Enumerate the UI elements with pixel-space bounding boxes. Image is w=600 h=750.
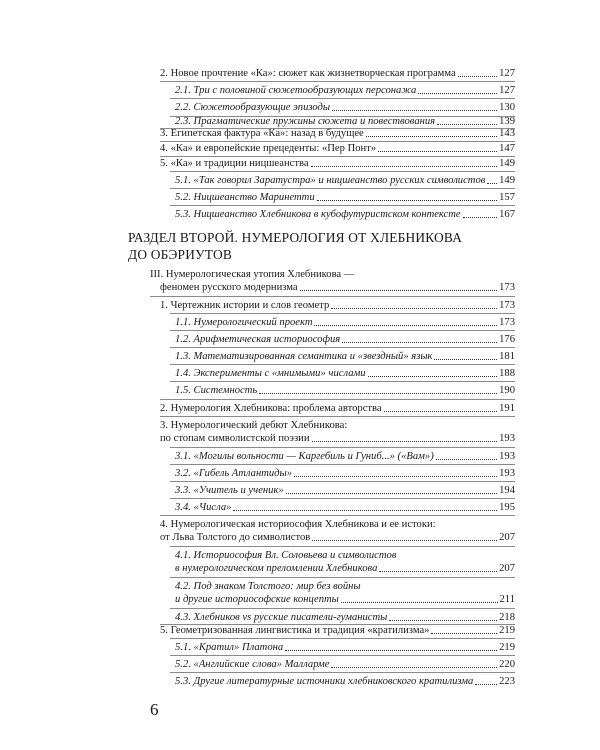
toc-entry-title: 2. Нумерология Хлебникова: проблема авторства bbox=[160, 403, 382, 414]
toc-entry-page: 139 bbox=[499, 116, 515, 127]
toc-entry: 4. Нумерологическая историософия Хлебникова и ее истоки: от Льва Толстого до символистов 207 bbox=[160, 519, 515, 543]
toc-subentry bbox=[175, 208, 515, 221]
toc-entry bbox=[160, 142, 515, 155]
toc-entry-title: 5.2. Ницшеанство Маринетти bbox=[175, 192, 315, 203]
section-title: РАЗДЕЛ ВТОРОЙ. НУМЕРОЛОГИЯ ОТ ХЛЕБНИКОВА ДО ОБЭРИУТОВ bbox=[128, 230, 463, 262]
toc-subentry bbox=[175, 191, 515, 204]
toc-entry-page: 127 bbox=[499, 68, 515, 79]
toc-entry-page: 157 bbox=[499, 192, 515, 203]
toc-entry-title: 4.3. Хлебников vs русские писатели-гуманисты bbox=[175, 612, 388, 623]
toc-entry-page: 173 bbox=[499, 300, 515, 311]
toc-entry-title: 5.1. «Кратил» Платона bbox=[175, 642, 284, 653]
toc-entry-title: 5.3. Ницшеанство Хлебникова в кубофутуристском контексте bbox=[175, 209, 461, 220]
toc-entry-page: 188 bbox=[499, 368, 515, 379]
toc-entry-title: 5.3. Другие литературные источники хлебниковского кратилизма bbox=[175, 676, 474, 687]
toc-subentry: 4.1. Историософия Вл. Соловьева и символистов в нумерологическом преломлении Хлебникова 207 bbox=[175, 550, 515, 574]
toc-entry-page: 149 bbox=[499, 158, 515, 169]
toc-entry bbox=[160, 402, 515, 415]
page-number: 6 bbox=[150, 700, 159, 719]
toc-entry-page: 181 bbox=[499, 351, 515, 362]
toc-entry-title: 1.1. Нумерологический проект bbox=[175, 317, 313, 328]
toc-subentry bbox=[175, 467, 515, 480]
toc-entry bbox=[160, 157, 515, 170]
toc-subentry bbox=[175, 641, 515, 654]
toc-entry-title: 2.1. Три с половиной сюжетообразующих персонажа bbox=[175, 85, 417, 96]
toc-subentry bbox=[175, 384, 515, 397]
toc-entry bbox=[160, 299, 515, 312]
chapter-page: 173 bbox=[499, 282, 515, 293]
toc-entry-title: 5.1. «Так говорил Заратустра» и ницшеанство русских символистов bbox=[175, 175, 486, 186]
toc-entry-title: 5.2. «Английские слова» Малларме bbox=[175, 659, 330, 670]
toc-entry-page: 167 bbox=[499, 209, 515, 220]
toc-subentry bbox=[175, 501, 515, 514]
toc-entry bbox=[160, 67, 515, 80]
toc-entry-title: 2. Новое прочтение «Ка»: сюжет как жизнетворческая программа bbox=[160, 68, 456, 79]
toc-entry-title: 3.1. «Могилы вольности — Каргебиль и Гуниб...» («Вам») bbox=[175, 451, 434, 462]
toc-entry-page: 191 bbox=[499, 403, 515, 414]
toc-entry-title: 2.3. Прагматические пружины сюжета и повествования bbox=[175, 116, 436, 127]
toc-entry-page: 147 bbox=[499, 143, 515, 154]
toc-entry-page: 218 bbox=[499, 612, 515, 623]
toc-entry-page: 219 bbox=[499, 642, 515, 653]
toc-entry-page: 190 bbox=[499, 385, 515, 396]
toc-subentry bbox=[175, 350, 515, 363]
toc-subentry bbox=[175, 675, 515, 688]
toc-subentry bbox=[175, 484, 515, 497]
toc-entry-title: 2.2. Сюжетообразующие эпизоды bbox=[175, 102, 331, 113]
toc-subentry bbox=[175, 611, 515, 624]
toc-entry-title: 1.2. Арифметическая историософия bbox=[175, 334, 341, 345]
toc-entry-page: 193 bbox=[499, 451, 515, 462]
toc-entry-page: 219 bbox=[499, 625, 515, 636]
toc-entry-title: и другие историософские концепты bbox=[175, 594, 339, 605]
toc-entry-page: 194 bbox=[499, 485, 515, 496]
toc-entry-page: 176 bbox=[499, 334, 515, 345]
toc-subentry bbox=[175, 658, 515, 671]
toc-entry-title: 3. Египетская фактура «Ка»: назад в будущее bbox=[160, 128, 364, 139]
toc-subentry bbox=[175, 101, 515, 114]
toc-entry-page: 149 bbox=[499, 175, 515, 186]
toc-entry-page: 207 bbox=[499, 532, 515, 543]
toc-entry-title: 1.3. Математизированная семантика и «звездный» язык bbox=[175, 351, 433, 362]
toc-entry: 3. Нумерологический дебют Хлебникова: по стопам символистской поэзии 193 bbox=[160, 420, 515, 444]
toc-entry-title: 1.5. Системность bbox=[175, 385, 258, 396]
toc-entry-page: 173 bbox=[499, 317, 515, 328]
toc-entry-title: 5. «Ка» и традиции ницшеанства bbox=[160, 158, 309, 169]
toc-entry-page: 193 bbox=[499, 468, 515, 479]
toc-entry-page: 211 bbox=[499, 594, 515, 605]
toc-entry-title: 1. Чертежник истории и слов геометр bbox=[160, 300, 330, 311]
toc-entry-title: 3.3. «Учитель и ученик» bbox=[175, 485, 284, 496]
toc-entry-title: 3.4. «Числа» bbox=[175, 502, 232, 513]
toc-entry-title: 4. «Ка» и европейские прецеденты: «Пер Понт» bbox=[160, 143, 377, 154]
toc-subentry bbox=[175, 450, 515, 463]
toc-subentry: 4.2. Под знаком Толстого: мир без войны и другие историософские концепты 211 bbox=[175, 581, 515, 605]
toc-entry-page: 207 bbox=[499, 563, 515, 574]
toc-entry-title: от Льва Толстого до символистов bbox=[160, 532, 311, 543]
chapter-title: III. Нумерологическая утопия Хлебникова — феномен русского модернизма 173 bbox=[150, 269, 515, 293]
toc-entry-page: 193 bbox=[499, 433, 515, 444]
toc-entry-title: по стопам символистской поэзии bbox=[160, 433, 310, 444]
toc-entry-page: 143 bbox=[499, 128, 515, 139]
toc-subentry bbox=[175, 84, 515, 97]
toc-entry-page: 223 bbox=[499, 676, 515, 687]
toc-entry bbox=[160, 624, 515, 637]
toc-entry-page: 195 bbox=[499, 502, 515, 513]
toc-entry-title: 5. Геометризованная лингвистика и традиция «кратилизма» bbox=[160, 625, 430, 636]
toc-entry bbox=[160, 127, 515, 140]
toc-subentry bbox=[175, 316, 515, 329]
toc-entry-page: 127 bbox=[499, 85, 515, 96]
toc-subentry bbox=[175, 367, 515, 380]
toc-subentry bbox=[175, 174, 515, 187]
toc-entry-title: 3.2. «Гибель Атлантиды» bbox=[175, 468, 293, 479]
toc-entry-page: 220 bbox=[499, 659, 515, 670]
toc-entry-title: в нумерологическом преломлении Хлебникова bbox=[175, 563, 378, 574]
toc-subentry bbox=[175, 333, 515, 346]
toc-entry-page: 130 bbox=[499, 102, 515, 113]
toc-entry-title: 1.4. Эксперименты с «мнимыми» числами bbox=[175, 368, 366, 379]
